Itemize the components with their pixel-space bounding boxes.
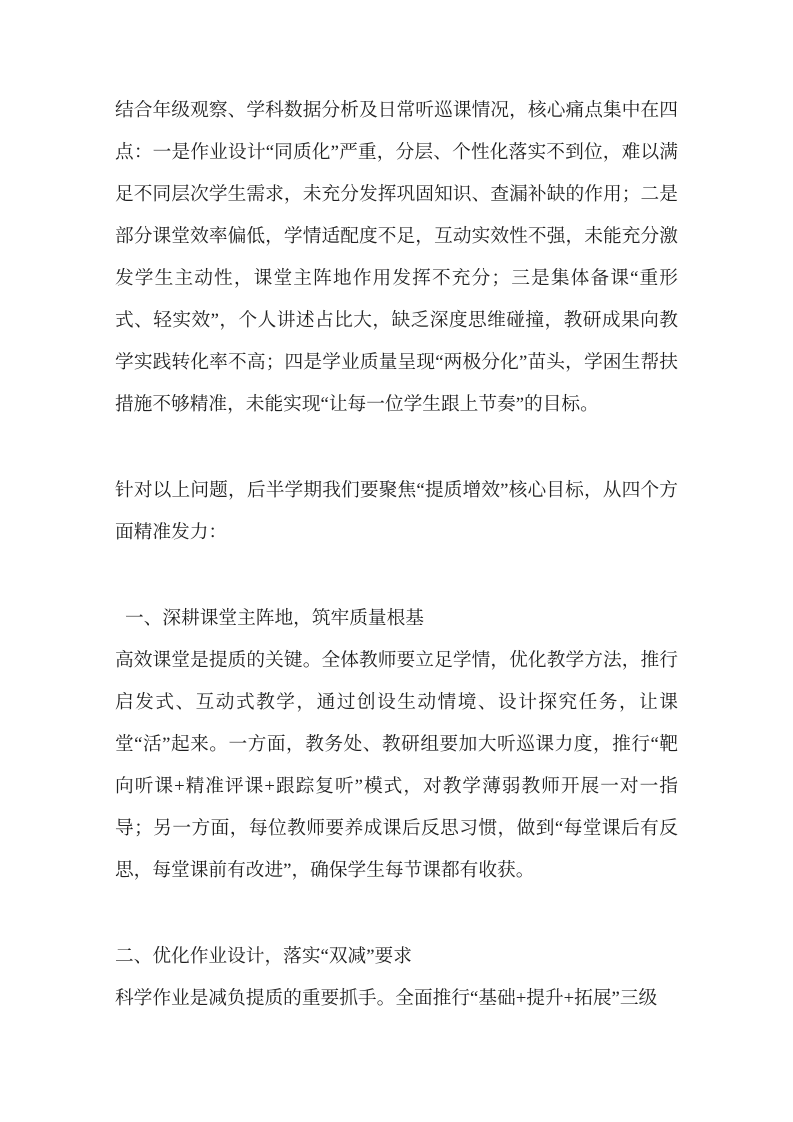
para-focus-goal: 针对以上问题，后半学期我们要聚焦“提质增效”核心目标，从四个方面精准发力： xyxy=(115,480,678,543)
para-section-one-body: 高效课堂是提质的关键。全体教师要立足学情，优化教学方法，推行启发式、互动式教学，通过创设生动情境、设计探究任务，让课堂“活”起来。一方面，教务处、教研组要加大听巡课力度，推行“靶向听课+精准评课+跟踪复听”模式，对教学薄弱教师开展一对一指导；另一方面，每位教师要养成课后反思习惯，做到“每堂课后有反思，每堂课前有改进”，确保学生每节课都有收获。 xyxy=(115,650,678,881)
para-core-pain-points: 结合年级观察、学科数据分析及日常听巡课情况，核心痛点集中在四点：一是作业设计“同质化”严重，分层、个性化落实不到位，难以满足不同层次学生需求，未充分发挥巩固知识、查漏补缺的作用；二是部分课堂效率偏低，学情适配度不足，互动实效性不强，未能充分激发学生主动性，课堂主阵地作用发挥不充分；三是集体备课“重形式、轻实效”，个人讲述占比大，缺乏深度思维碰撞，教研成果向教学实践转化率不高；四是学业质量呈现“两极分化”苗头，学困生帮扶措施不够精准，未能实现“让每一位学生跟上节奏”的目标。 xyxy=(115,100,678,415)
para-section-two-body: 科学作业是减负提质的重要抓手。全面推行“基础+提升+拓展”三级 xyxy=(115,988,658,1009)
heading-section-two: 二、优化作业设计，落实“双减”要求 xyxy=(115,946,412,967)
heading-section-one: 一、深耕课堂主阵地，筑牢质量根基 xyxy=(125,608,424,629)
